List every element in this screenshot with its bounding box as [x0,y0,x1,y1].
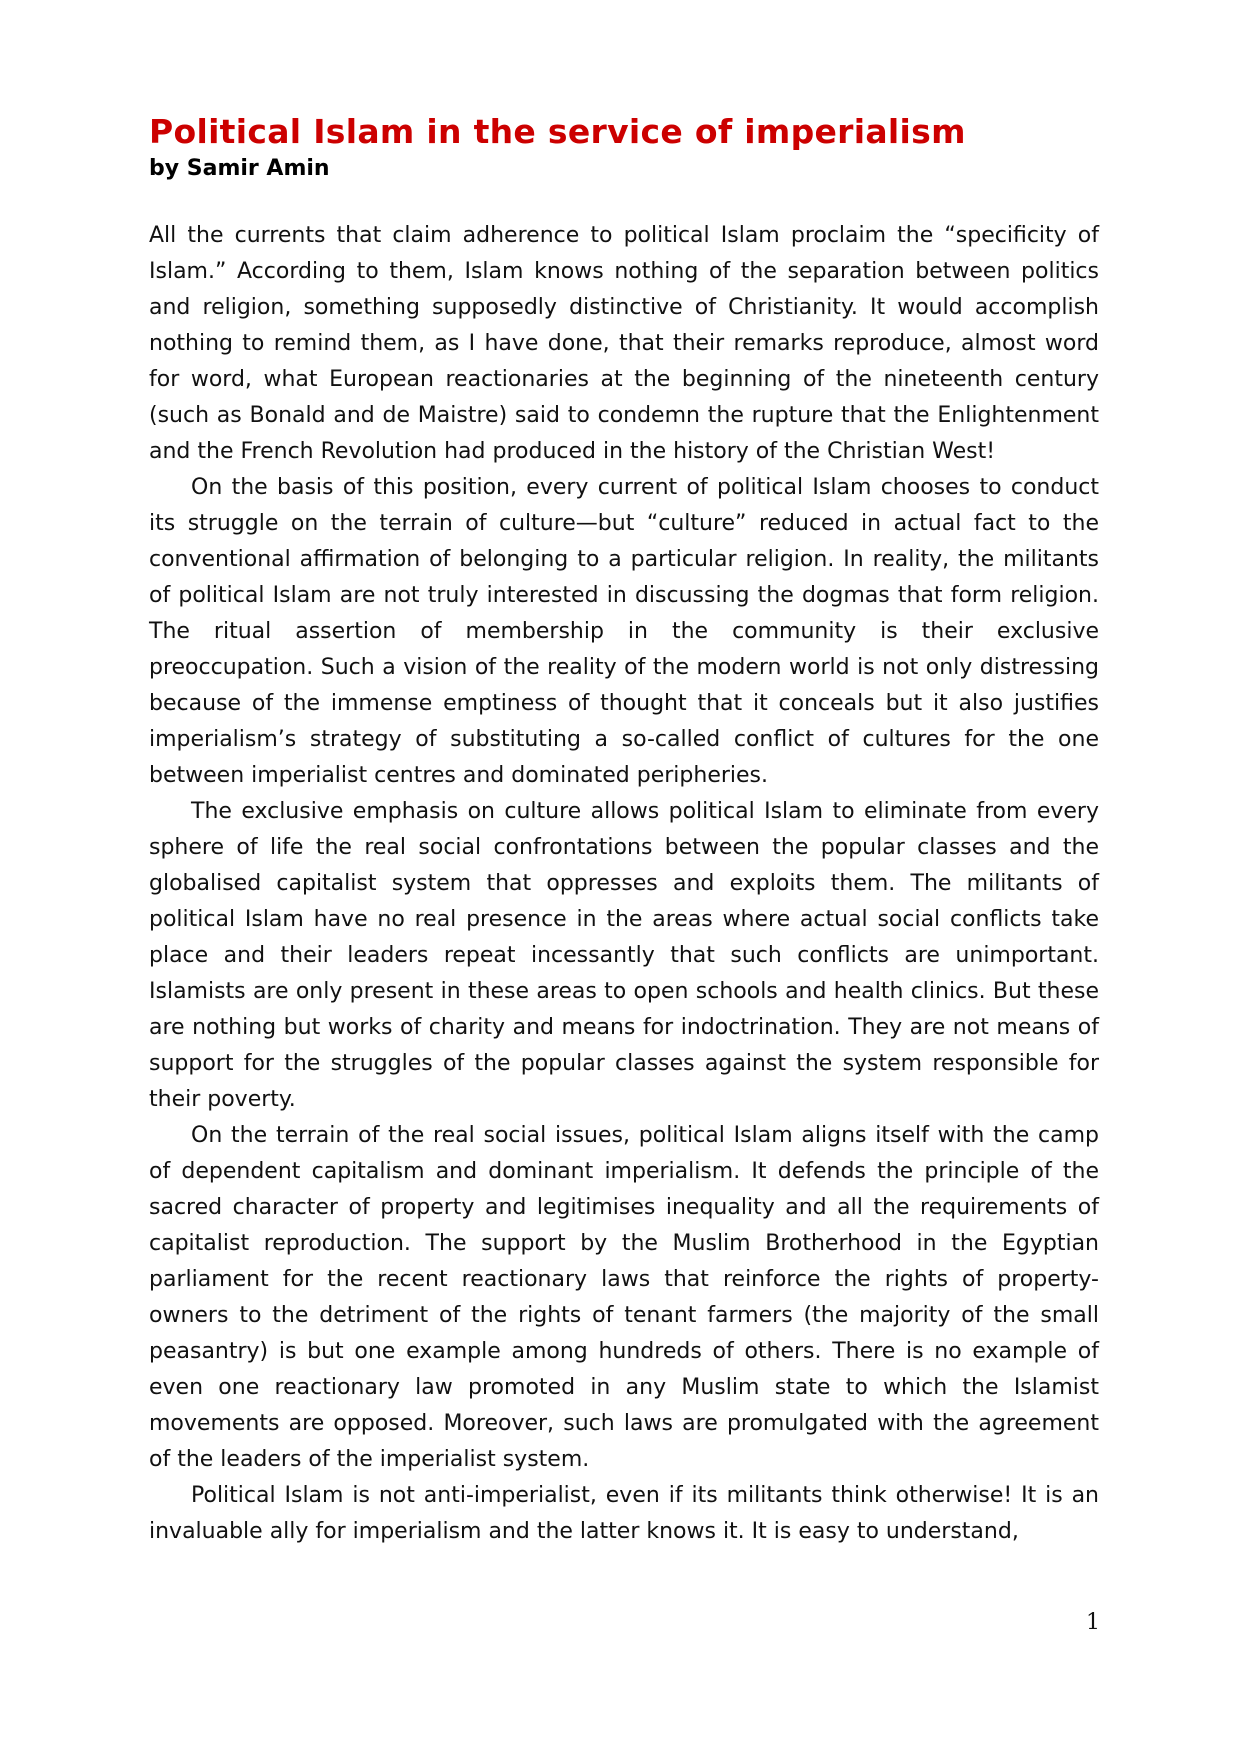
article [149,112,1099,1550]
article-body [149,218,1099,1550]
page-number: 1 [1086,1610,1100,1635]
paragraph: On the basis of this position, every current of political Islam chooses to conduct its struggle on the terrain of culture—but “culture” reduced in actual fact to the conventional affirmation of belonging to a particular religion. In reality, the militants of political Islam are not truly interested in discussing the dogmas that form religion. The ritual assertion of membership in the community is their exclusive preoccupation. Such a vision of the reality of the modern world is not only distressing because of the immense emptiness of thought that it conceals but it also justifies imperialism’s strategy of substituting a so-called conflict of cultures for the one between imperialist centres and dominated peripheries. [149,475,1099,788]
paragraph: Political Islam is not anti-imperialist, even if its militants think otherwise! It is an invaluable ally for imperialism and the latter knows it. It is easy to understand, [149,1483,1099,1544]
paragraph: On the terrain of the real social issues, political Islam aligns itself with the camp of dependent capitalism and dominant imperialism. It defends the principle of the sacred character of property and legitimises inequality and all the requirements of capitalist reproduction. The support by the Muslim Brotherhood in the Egyptian parliament for the recent reactionary laws that reinforce the rights of property-owners to the detriment of the rights of tenant farmers (the majority of the small peasantry) is but one example among hundreds of others. There is no example of even one reactionary law promoted in any Muslim state to which the Islamist movements are opposed. Moreover, such laws are promulgated with the agreement of the leaders of the imperialist system. [149,1123,1099,1472]
paragraph: The exclusive emphasis on culture allows political Islam to eliminate from every sphere of life the real social confrontations between the popular classes and the globalised capitalist system that oppresses and exploits them. The militants of political Islam have no real presence in the areas where actual social conflicts take place and their leaders repeat incessantly that such conflicts are unimportant. Islamists are only present in these areas to open schools and health clinics. But these are nothing but works of charity and means for indoctrination. They are not means of support for the struggles of the popular classes against the system responsible for their poverty. [149,799,1099,1112]
article-title: Political Islam in the service of imperialism [149,112,966,151]
article-byline: by Samir Amin [149,156,330,181]
paragraph: All the currents that claim adherence to political Islam proclaim the “specificity of Islam.” According to them, Islam knows nothing of the separation between politics and religion, something supposedly distinctive of Christianity. It would accomplish nothing to remind them, as I have done, that their remarks reproduce, almost word for word, what European reactionaries at the beginning of the nineteenth century (such as Bonald and de Maistre) said to condemn the rupture that the Enlightenment and the French Revolution had produced in the history of the Christian West! [149,223,1099,464]
